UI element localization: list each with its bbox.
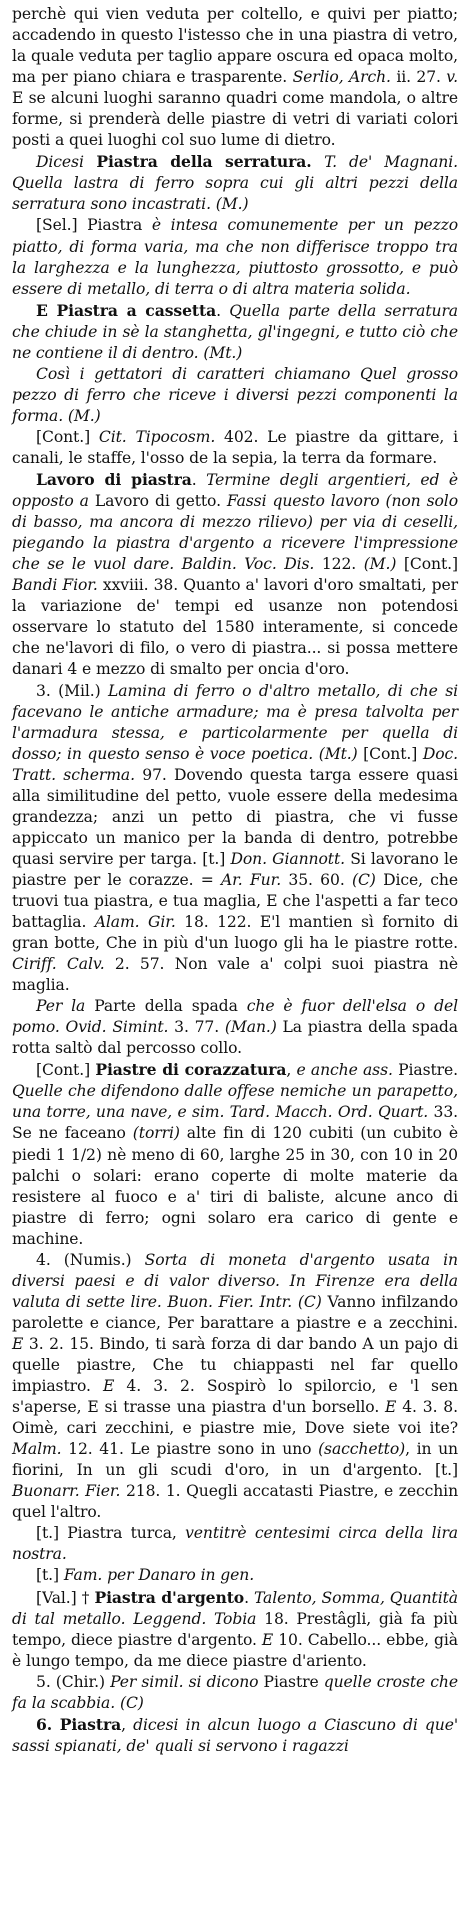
text-run: v. [446,68,459,87]
text-run: E [261,1630,274,1649]
text-run: . [191,471,207,490]
text-run: Don. Giannott. [230,849,345,868]
text-run: Piastre [258,1672,324,1691]
text-run: 218. 1. Quegli accatasti Piastre, e zecchin quel l'altro. [12,1482,459,1522]
text-run: ii. 27. [390,68,447,87]
text-run: Così i gettatori di caratteri chiamano Quel grosso pezzo di ferro che riceve i diversi pezzi componenti la forma. [12,364,458,425]
text-run: Piastre di corazzatura [95,1060,287,1080]
text-run: E se alcuni luoghi saranno quadri come mandola, o altre forme, si prenderà delle piastre di vetri di variati colori posti a quei luoghi col suo lume di dietro. [12,89,458,150]
text-run: 122. [314,555,364,574]
text-run: 3. 2. 15. Bindo, ti sarà forza di dar bando A un pajo di quelle piastre, Che tu chiappasti nel far quello impiastro. [12,1334,458,1396]
text-run: (Man.) [224,1018,277,1037]
entry-paragraph [12,1523,458,1565]
text-run: (M.) [63,406,101,425]
text-run: Per simil. si dicono [110,1672,259,1691]
text-run: Termine degli argentieri, ed è opposto a [12,471,458,511]
entry-paragraph [12,1714,458,1757]
text-run: E [385,1398,397,1417]
text-run: [Val.] † [36,1588,95,1607]
text-run: Quelle che difendono dalle offese nemiche un parapetto, una torre, una nave, e sim. Tard. Macch. Ord. Quart. [12,1082,458,1122]
entry-paragraph [12,996,458,1059]
text-run: (M.) [210,195,249,214]
text-run: 18. 122. E'l mantien sì fornito di gran botte, Che in più d'un luogo gli ha le piastre rotte. [12,913,458,953]
entry-paragraph [12,1587,458,1672]
text-run: (C) [351,870,376,889]
text-run: 35. 60. [281,870,352,889]
text-run: Malm. [12,1440,62,1459]
text-run: T. de' Magnani. Quella lastra di ferro sopra cui gli altri pezzi della serratura sono incastrati. [12,153,458,214]
text-run: quelle croste che fa la scabbia. [12,1672,458,1712]
text-run: Cit. Tipocosm. [98,427,216,446]
text-run: alte fin di 120 cubiti (un cubito è piedi 1 1/2) nè meno di 60, larghe 25 in 30, con 10 in 20 palchi o solari: erano coperte di molte materie da resistere al fuoco e a' tiri di baliste, alcune anco di piastre di ferro; ogni solaro era carico di gente e machine. [12,1124,458,1248]
text-run: [t.] Piastra turca, [36,1524,186,1543]
text-run: . [244,1588,254,1607]
entry-paragraph [12,681,458,997]
text-run: 18. Prestâgli, già fa più tempo, diece piastre d'argento. [12,1609,458,1649]
text-run: 4. (Numis.) [36,1250,145,1269]
text-run: ventitrè centesimi circa della lira nostra. [12,1524,459,1564]
entry-paragraph [12,364,458,427]
entry-paragraph [12,427,458,469]
text-run: (C) [119,1693,144,1712]
text-run: (torri) [132,1124,180,1143]
text-run: Alam. Gir. [94,913,176,932]
text-run: Piastra d'argento [94,1587,245,1607]
text-run: Lavoro di getto. [88,492,227,511]
text-run: , [121,1715,134,1734]
text-run: [Cont.] [357,744,423,763]
text-run: Si lavorano le piastre per le corazze. = [12,849,459,889]
text-run: Vanno infilzando parolette e ciance, Per barattare a piastre e a zecchini. [12,1292,458,1332]
text-run: 6. Piastra [36,1714,122,1734]
text-run: Lavoro di piastra [36,470,192,490]
text-run: E [102,1377,115,1396]
text-run: Sorta di moneta d'argento usata in diversi paesi e di valor diverso. In Firenze era della valuta di sette lire. Buon. Fier. Intr. [12,1250,458,1311]
text-run: Bandi Fior. [12,576,98,595]
text-run: 10. Cabello... ebbe, già è lungo tempo, da me diece piastre d'ariento. [12,1630,458,1670]
text-run: (C) [297,1292,322,1311]
text-run: Talento, Somma, Quantità di tal metallo. Leggend. Tobia [12,1588,458,1628]
text-run: che è fuor dell'elsa o del pomo. Ovid. Simint. [12,997,458,1037]
text-run: 97. Dovendo questa targa essere quasi alla similitudine del petto, vuole essere della medesima grandezza; anzi un petto di piastra, che vi fusse appiccato un manico per la banda di dentro, potrebbe quasi servire per targa. [t.] [12,765,458,868]
text-run: Dicesi [36,153,84,172]
text-run: Serlio, Arch. [292,68,391,87]
entry-paragraph [12,1672,458,1714]
text-run: (Mt.) [198,343,243,362]
entry-paragraph [12,215,458,299]
text-run: Per la [36,997,86,1016]
text-run: La piastra della spada rotta saltò dal percosso collo. [12,1018,458,1058]
text-run: Doc. Tratt. scherma. [12,744,458,784]
text-run: perchè qui vien veduta per coltello, e quivi per piatto; accadendo in questo l'istesso che in una piastra di vetro, la quale veduta per taglio appare oscura ed opaca molto, ma per piano chiara e trasparente. [12,5,458,87]
text-run: Piastra della serratura. [83,152,325,172]
text-run: . [216,301,230,320]
text-run: , in un fiorini, In un gli scudi d'oro, in un d'argento. [t.] [12,1440,458,1480]
entry-paragraph [12,151,458,215]
entry-paragraph [12,1565,458,1586]
text-run: Parte della spada [85,997,247,1016]
text-run: E [12,1334,24,1353]
text-run: E Piastra a cassetta [36,300,217,320]
text-run: e anche ass. [296,1061,393,1080]
entry-paragraph [12,1250,458,1524]
text-run: (M.) [363,555,397,574]
text-run: [Sel.] Piastra [36,216,152,235]
text-run: 2. 57. Non vale a' colpi suoi piastra nè maglia. [12,955,458,995]
entry-paragraph [12,1059,458,1249]
text-run: 3. (Mil.) [36,681,109,700]
text-run: Fassi questo lavoro (non solo di basso, ma ancora di mezzo rilievo) per via di ceselli, piegando la piastra d'argento a ricevere l'impressione che se le vuol dare. Baldin. Voc. Dis. [12,492,458,574]
entry-paragraph [12,300,458,364]
text-run: 5. (Chir.) [36,1672,111,1691]
text-run: xxviii. 38. Quanto a' lavori d'oro smaltati, per la variazione de' tempi ed usanze non potendosi osservare lo statuto del 1580 interamente, si concede che ne'lavori di filo, o vero di piastra... si possa mettere danari 4 e mezzo di smalto per oncia d'oro. [12,576,458,679]
text-run: 12. 41. Le piastre sono in uno [61,1440,319,1459]
text-run: [Cont.] [36,1061,96,1080]
text-run: Ciriff. Calv. [12,955,105,974]
text-run: [Cont.] [396,555,458,574]
text-run: [t.] [36,1566,64,1585]
text-run: 4. 3. 8. Oimè, cari zecchini, e piastre mie, Dove siete voi ite? [12,1398,458,1438]
text-run: Fam. per Danaro in gen. [63,1566,255,1585]
text-run: 402. Le piastre da gittare, i canali, le staffe, l'osso de la sepia, la terra da formare. [12,427,459,467]
text-run: Quella parte della serratura che chiude in sè la stanghetta, gl'ingegni, e tutto ciò che ne contiene il di dentro. [12,301,459,362]
entry-paragraph [12,4,458,151]
text-run: (sacchetto) [318,1440,406,1459]
text-run: è intesa comunemente per un pezzo piatto, di forma varia, ma che non differisce troppo tra la larghezza e la lunghezza, piuttosto grossotto, e può essere di metallo, di terra o di altra materia solida. [12,216,459,298]
entry-paragraph [12,469,458,680]
text-run: 3. 77. [168,1018,225,1037]
text-run: [Cont.] [36,427,99,446]
text-run: Ar. Fur. [221,870,282,889]
text-run: Dice, che truovi tua piastra, e tua maglia, E che l'aspetti a far teco battaglia. [12,870,458,932]
text-run: , [286,1061,297,1080]
text-run: Buonarr. Fier. [12,1482,121,1501]
text-run: 33. Se ne faceano [12,1103,458,1143]
text-run: Lamina di ferro o d'altro metallo, di che si facevano le antiche armadure; ma è presa talvolta per l'armadura stessa, e particolarmente per quella di dosso; in questo senso è voce poetica. [12,681,458,763]
text-run: dicesi in alcun luogo a Ciascuno di que' sassi spianati, de' quali si servono i ragazzi [12,1715,459,1755]
text-run: (Mt.) [313,744,358,763]
text-run: 4. 3. 2. Sospirò lo spilorcio, e 'l sen s'aperse, E si trasse una piastra d'un borsello. [12,1377,458,1417]
text-run: Piastre. [392,1061,459,1080]
